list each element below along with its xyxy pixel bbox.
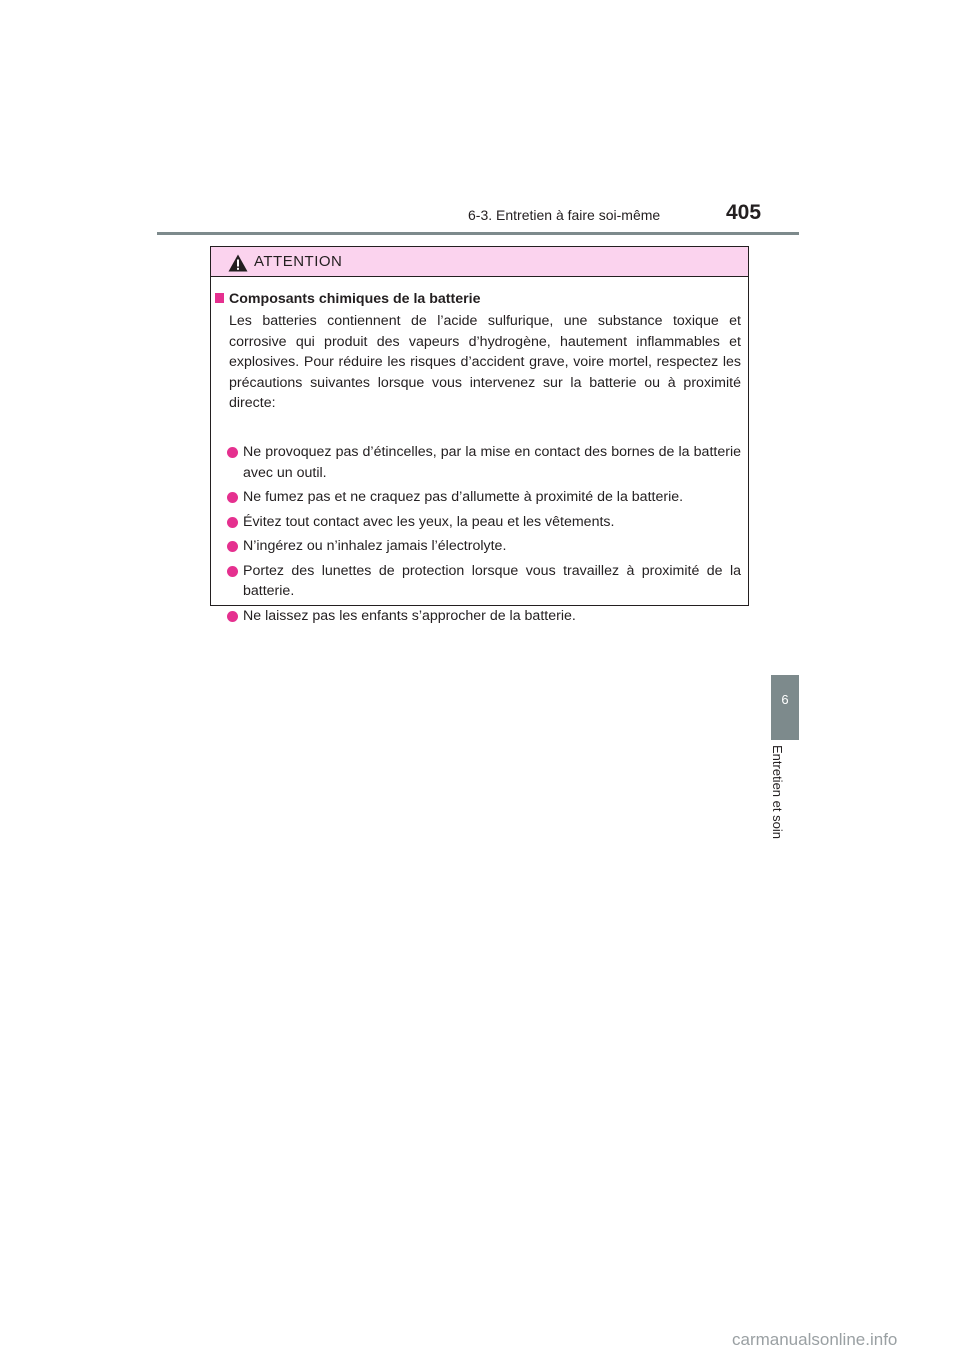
list-item (211, 561, 748, 602)
section-heading (215, 289, 481, 310)
list-item-text: Ne laissez pas les enfants s’approcher de la batterie. (243, 607, 576, 624)
intro-paragraph: Les batteries contiennent de l’acide sulfurique, une substance toxique et corrosive qui produit des vapeurs d’hydrogène, hautement inflammables et explosives. Pour réduire les risques d’accident grave, voire mortel, respectez les précautions suivantes lorsque vous intervenez sur la batterie ou à proximité directe: (229, 313, 741, 411)
chapter-label: Entretien et soin (770, 745, 785, 839)
list-item-text: N’ingérez ou n’inhalez jamais l’électrolyte. (243, 538, 507, 554)
list-item (211, 536, 748, 557)
warning-triangle-icon (228, 254, 248, 272)
header-divider (157, 232, 799, 235)
list-item-text: Portez des lunettes de protection lorsque vous travaillez à proximité de la batterie. (243, 562, 741, 599)
list-item (211, 487, 748, 508)
caution-box (210, 246, 749, 624)
square-marker-icon (215, 293, 224, 303)
circle-bullet-icon (227, 566, 238, 577)
chapter-tab (771, 675, 799, 740)
list-item (211, 512, 748, 533)
circle-bullet-icon (227, 611, 238, 622)
section-heading-text: Composants chimiques de la batterie (229, 291, 481, 307)
list-item-text: Ne provoquez pas d’étincelles, par la mise en contact des bornes de la batterie avec un outil. (243, 444, 741, 481)
list-item-text: Évitez tout contact avec les yeux, la peau et les vêtements. (243, 513, 615, 530)
page-number: 405 (726, 201, 762, 224)
watermark: carmanualsonline.info (732, 1330, 898, 1349)
circle-bullet-icon (227, 492, 238, 503)
chapter-number: 6 (781, 692, 789, 707)
list-item (211, 606, 748, 627)
caution-title: ATTENTION (254, 253, 343, 270)
list-item (211, 442, 748, 483)
circle-bullet-icon (227, 447, 238, 458)
precaution-list (211, 442, 748, 630)
list-item-text: Ne fumez pas et ne craquez pas d’allumette à proximité de la batterie. (243, 489, 684, 505)
circle-bullet-icon (227, 541, 238, 552)
section-title: 6-3. Entretien à faire soi-même (468, 207, 661, 223)
circle-bullet-icon (227, 517, 238, 528)
caution-header (211, 247, 748, 277)
